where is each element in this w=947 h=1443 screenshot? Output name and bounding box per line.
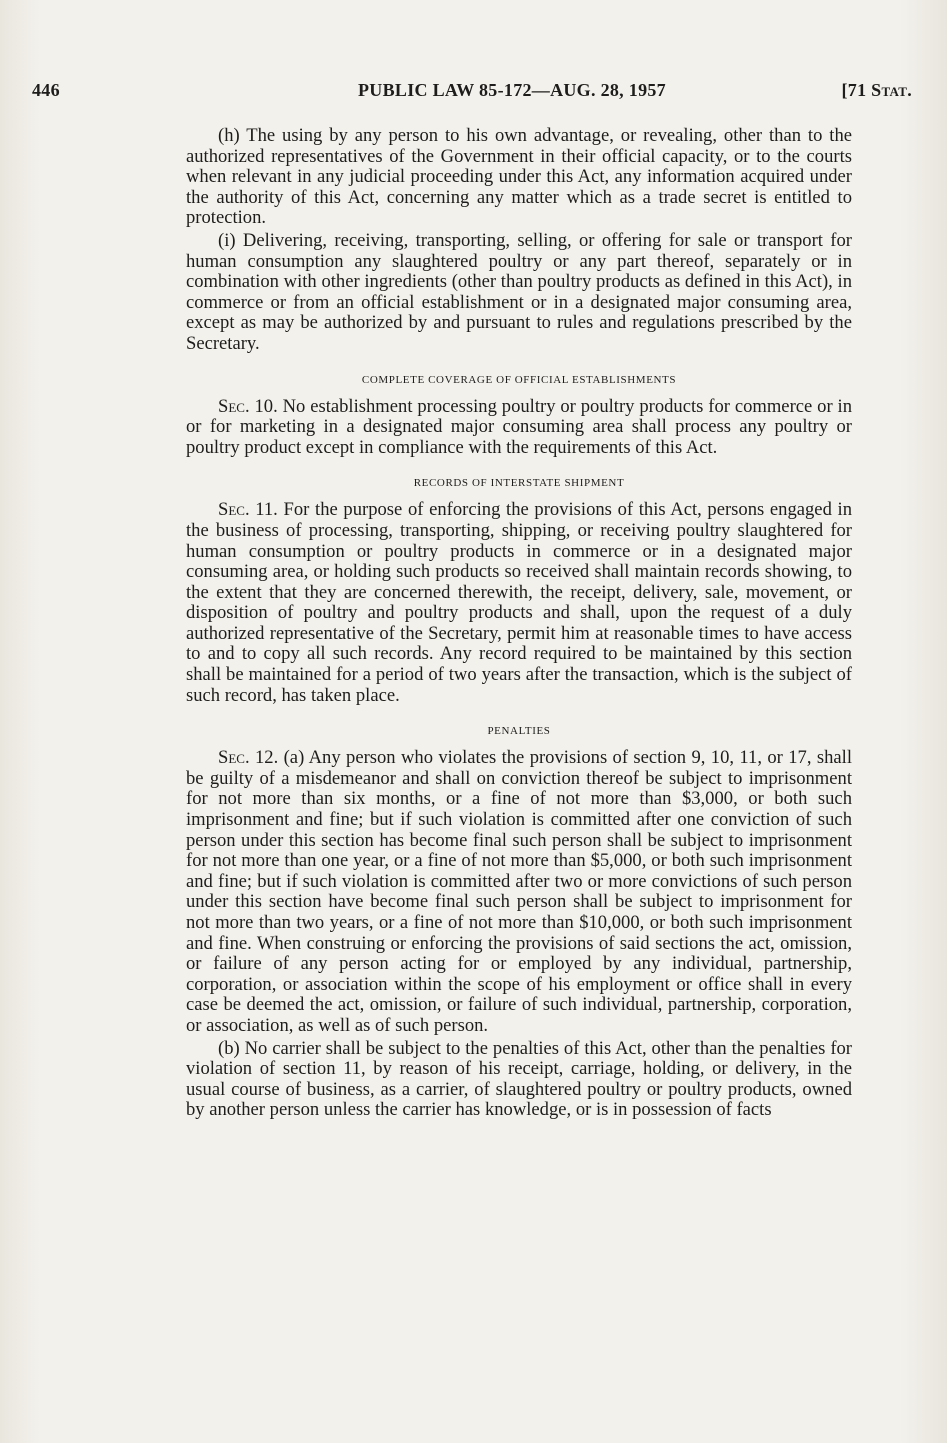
section-11	[186, 500, 852, 706]
section-12-label: Sec. 12.	[218, 747, 279, 769]
section-10-label: Sec. 10.	[218, 395, 278, 417]
paragraph-b: (b) No carrier shall be subject to the penalties of this Act, other than the penalties for violation of section 11, by reason of his receipt, carriage, holding, or delivery, in the usual course of business, as a carrier, of slaughtered poultry or poultry products, owned by another person unless the carrier has knowledge, or is in possession of facts	[186, 1037, 852, 1121]
document-body	[186, 126, 852, 1121]
section-12-text: (a) Any person who violates the provisions of section 9, 10, 11, or 17, shall be guilty of a misdemeanor and shall on conviction thereof be subject to imprisonment for not more than six months, or a fine of not more than $3,000, or both such imprisonment and fine; but if such violation is committed after one conviction of such person under this section has become final such person shall be subject to imprisonment for not more than one year, or a fine of not more than $5,000, or both such imprisonment and fine; but if such violation is committed after two or more convictions of such person under this section have become final such person shall be subject to imprisonment for not more than two years, or a fine of not more than $10,000, or both such imprisonment and fine. When construing or enforcing the provisions of said sections the act, omission, or failure of any person acting for or employed by any individual, partnership, corporation, or association within the scope of his employment or office shall in every case be deemed the act, omission, or failure of such individual, partnership, corporation, or association, as well as of such person.	[186, 747, 852, 1036]
statute-reference: [71 Stat.	[841, 80, 912, 100]
section-11-label: Sec. 11.	[218, 499, 278, 521]
section-10	[186, 397, 852, 459]
heading-records: RECORDS OF INTERSTATE SHIPMENT	[413, 477, 625, 490]
paragraph-i: (i) Delivering, receiving, transporting, selling, or offering for sale or transport for human consumption any slaughtered poultry or any part thereof, separately or in combination with other ingredients (other than poultry products as defined in this Act), in commerce or from an official establishment or in a designated major consuming area, except as may be authorized by and pursuant to rules and regulations prescribed by the Secretary.	[186, 229, 852, 354]
heading-penalties: PENALTIES	[487, 725, 551, 738]
running-title: PUBLIC LAW 85-172—AUG. 28, 1957	[358, 80, 666, 100]
section-11-text: For the purpose of enforcing the provisions of this Act, persons engaged in the business of processing, transporting, shipping, or receiving poultry slaughtered for human consumption or poultry products in commerce or in a designated major consuming area, or holding such products so received shall maintain records showing, to the extent that they are concerned therewith, the receipt, delivery, sale, movement, or disposition of poultry and poultry products and shall, upon the request of a duly authorized representative of the Secretary, permit him at reasonable times to have access to and to copy all such records. Any record required to be maintained by this section shall be maintained for a period of two years after the transaction, which is the subject of such record, has taken place.	[186, 499, 853, 706]
section-12	[186, 748, 852, 1036]
page-number: 446	[32, 80, 60, 100]
paragraph-h: (h) The using by any person to his own advantage, or revealing, other than to the authorized representatives of the Government in their official capacity, or to the courts when relevant in any judicial proceeding under this Act, any information acquired under the authority of this Act, concerning any matter which as a trade secret is entitled to protection.	[186, 125, 852, 229]
section-10-text: No establishment processing poultry or poultry products for commerce or in or for marketing in a designated major consuming area shall process any poultry or poultry product except in compliance with the requirements of this Act.	[186, 395, 852, 458]
heading-complete-coverage: COMPLETE COVERAGE OF OFFICIAL ESTABLISHMENTS	[361, 373, 677, 386]
page-header	[32, 80, 912, 106]
